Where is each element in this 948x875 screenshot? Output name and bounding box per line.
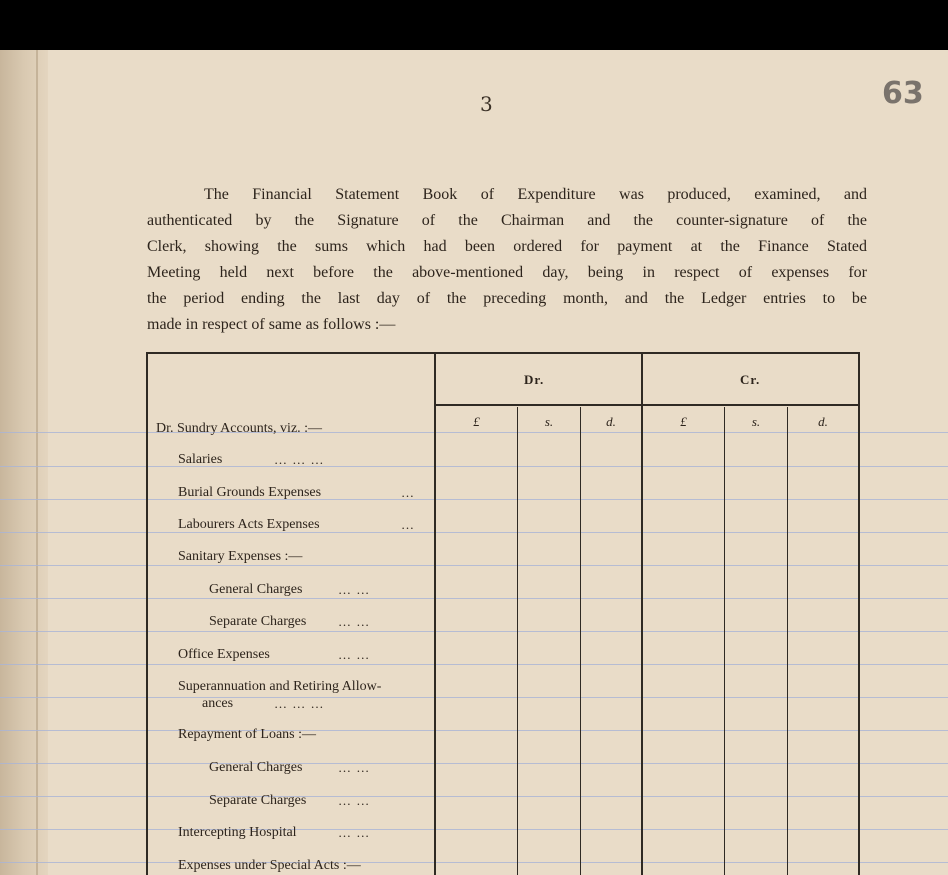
ledger-table [146, 352, 860, 875]
leader-dots: … … [338, 614, 371, 629]
leader-dots: … … … [274, 696, 325, 711]
row-label: Burial Grounds Expenses [178, 485, 322, 500]
dr-pounds-unit: £ [473, 414, 480, 429]
paragraph-line: Meeting held next before the above-mentioned day, being in respect of expenses for [147, 264, 867, 281]
row-label: Labourers Acts Expenses [178, 517, 320, 532]
leader-dots: … … [338, 647, 371, 662]
row-label: Office Expenses [178, 647, 270, 662]
row-label: Separate Charges [209, 614, 307, 629]
row-label: General Charges [209, 760, 303, 775]
leader-dots: … … … [274, 452, 325, 467]
page-number: 3 [480, 92, 493, 116]
row-label: Salaries [178, 452, 223, 467]
spine-edge [36, 50, 38, 875]
leader-dots: … … [338, 793, 371, 808]
paragraph-line: Clerk, showing the sums which had been ordered for payment at the Finance Stated [147, 238, 867, 255]
cr-shillings-unit: s. [751, 414, 761, 429]
header-divider [434, 404, 860, 406]
table-right-border [858, 352, 860, 875]
leader-dots: … … [338, 825, 371, 840]
table-top-border [146, 352, 860, 354]
cr-shillings-divider [787, 407, 788, 875]
scan-top-border [0, 0, 948, 50]
row-label: Separate Charges [209, 793, 307, 808]
leader-dots: … [401, 485, 415, 500]
cr-header: Cr. [740, 372, 761, 387]
leader-dots: … … [338, 760, 371, 775]
paragraph-line: made in respect of same as follows :— [147, 316, 396, 333]
row-label: Intercepting Hospital [178, 825, 297, 840]
cr-pounds-divider [724, 407, 725, 875]
leader-dots: … [401, 517, 415, 532]
paragraph-line: The Financial Statement Book of Expenditure was produced, examined, and [204, 186, 867, 203]
row-label: Expenses under Special Acts :— [178, 858, 361, 873]
row-label: Superannuation and Retiring Allow- [178, 679, 382, 694]
row-label: Repayment of Loans :— [178, 727, 317, 742]
desc-col-divider [434, 352, 436, 875]
dr-header: Dr. [524, 372, 545, 387]
cr-pounds-unit: £ [680, 414, 687, 429]
dr-pence-unit: d. [606, 414, 616, 429]
row-label: Sanitary Expenses :— [178, 549, 303, 564]
row-label: General Charges [209, 582, 303, 597]
paragraph-line: the period ending the last day of the preceding month, and the Ledger entries to be [147, 290, 867, 307]
statement-paragraph [147, 182, 867, 338]
table-left-border [146, 352, 148, 875]
paragraph-line: authenticated by the Signature of the Chairman and the counter-signature of the [147, 212, 867, 229]
book-spine [0, 50, 48, 875]
ledger-page [0, 50, 948, 875]
row-label: ances [202, 696, 234, 711]
dr-cr-divider [641, 352, 643, 875]
dr-pounds-divider [517, 407, 518, 875]
dr-shillings-unit: s. [544, 414, 554, 429]
dr-shillings-divider [580, 407, 581, 875]
leader-dots: … … [338, 582, 371, 597]
section-heading: Dr. Sundry Accounts, viz. :— [156, 421, 323, 436]
cr-pence-unit: d. [818, 414, 828, 429]
folio-stamp: 63 [882, 76, 924, 111]
